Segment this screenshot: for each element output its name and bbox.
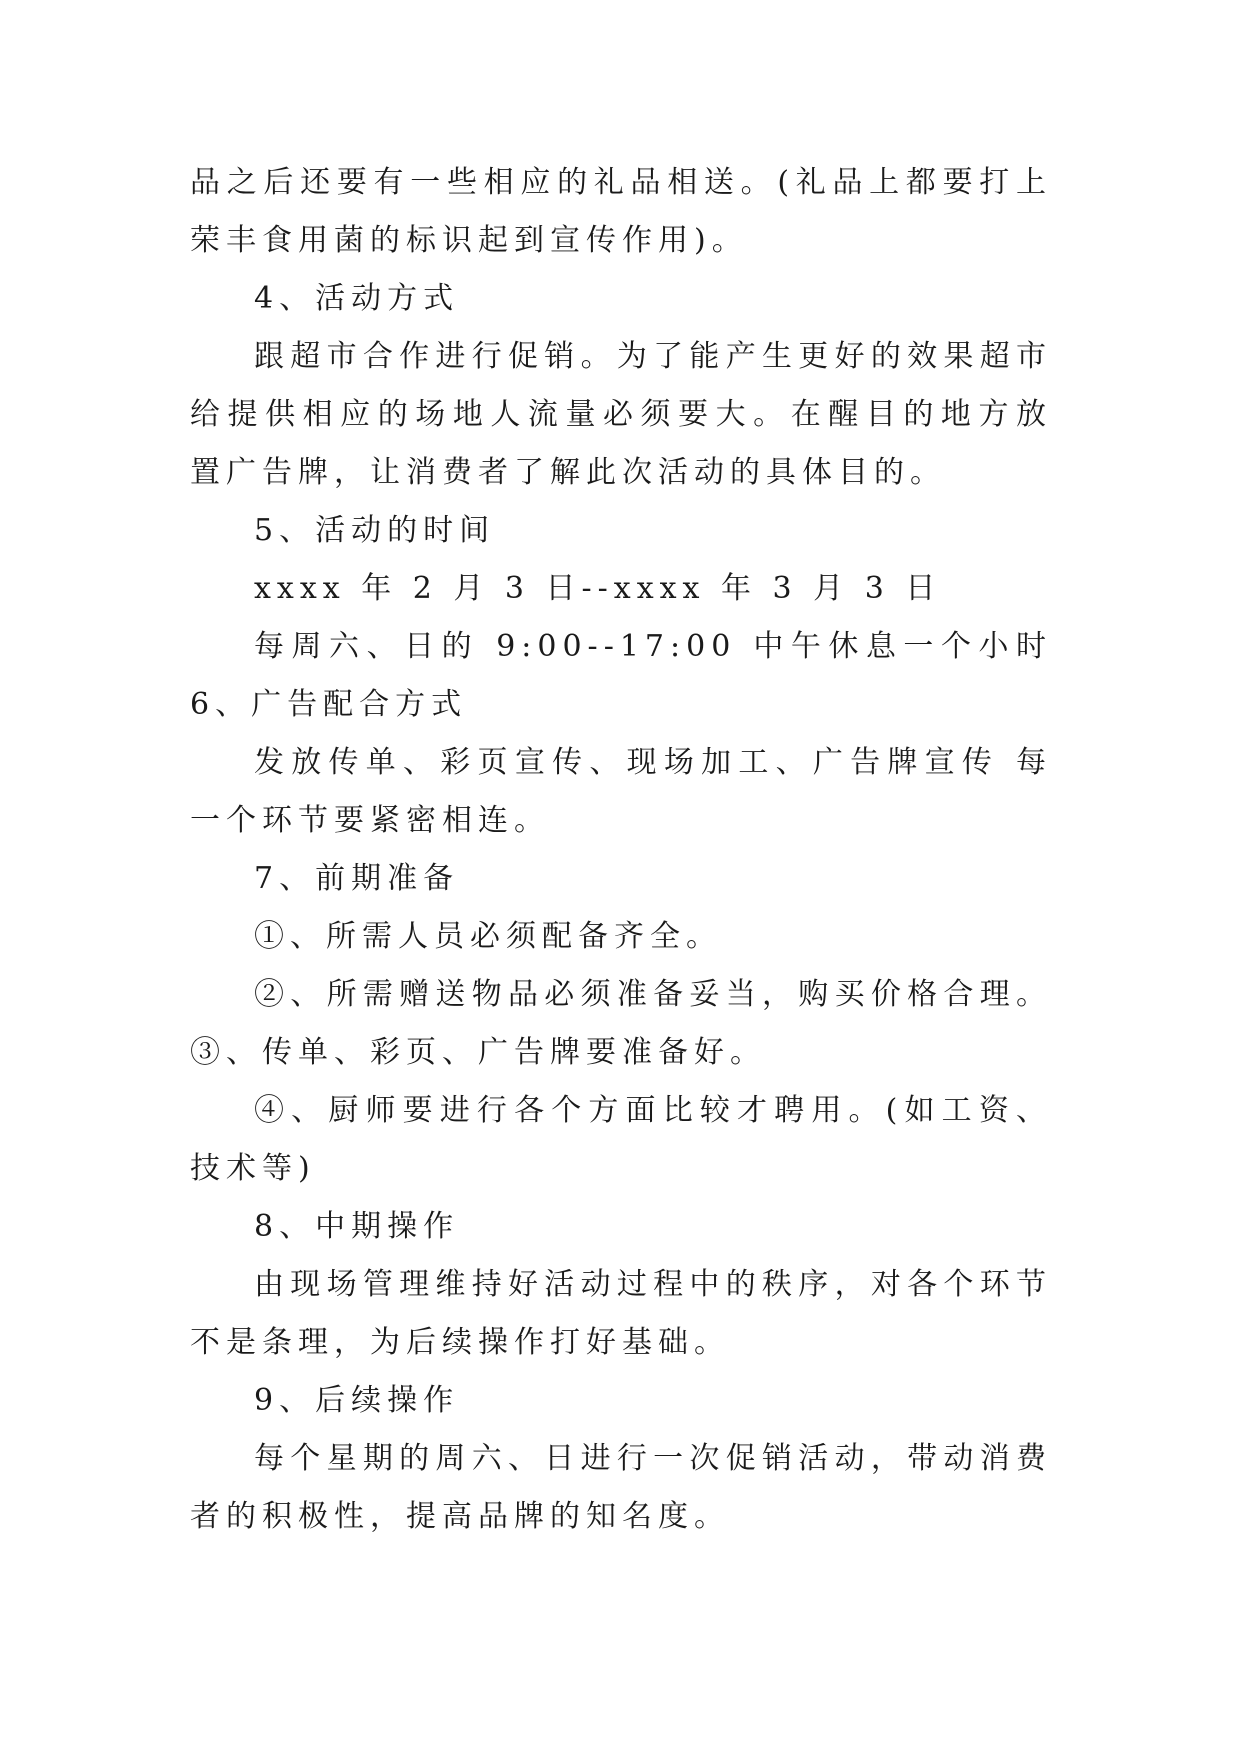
heading-follow-up: 9、后续操作 [254, 1383, 460, 1418]
paragraph-mid-operation: 由现场管理维持好活动过程中的秩序，对各个环节不是条理，为后续操作打好基础。 [190, 1267, 1052, 1360]
document-body [190, 154, 1052, 1546]
paragraph-date-range: xxxx 年 2 月 3 日--xxxx 年 3 月 3 日 [254, 571, 942, 606]
list-item-gifts-and-flyers: ②、所需赠送物品必须准备妥当，购买价格合理。 ③、传单、彩页、广告牌要准备好。 [190, 977, 1052, 1070]
list-item-staff: ①、所需人员必须配备齐全。 [254, 919, 722, 954]
paragraph-gift-continuation: 品之后还要有一些相应的礼品相送。(礼品上都要打上荣丰食用菌的标识起到宣传作用)。 [190, 165, 1052, 258]
paragraph-activity-method: 跟超市合作进行促销。为了能产生更好的效果超市给提供相应的场地人流量必须要大。在醒目的地方放置广告牌，让消费者了解此次活动的具体目的。 [190, 339, 1052, 490]
heading-activity-time: 5、活动的时间 [254, 513, 496, 548]
list-item-chef: ④、厨师要进行各个方面比较才聘用。(如工资、技术等) [190, 1093, 1052, 1186]
heading-activity-method: 4、活动方式 [254, 281, 460, 316]
heading-preparation: 7、前期准备 [254, 861, 460, 896]
paragraph-advertising-method: 发放传单、彩页宣传、现场加工、广告牌宣传 每一个环节要紧密相连。 [190, 745, 1052, 838]
paragraph-follow-up: 每个星期的周六、日进行一次促销活动，带动消费者的积极性，提高品牌的知名度。 [190, 1441, 1052, 1534]
paragraph-weekly-schedule: 每周六、日的 9:00--17:00 中午休息一个小时 6、广告配合方式 [190, 629, 1052, 722]
heading-mid-operation: 8、中期操作 [254, 1209, 460, 1244]
